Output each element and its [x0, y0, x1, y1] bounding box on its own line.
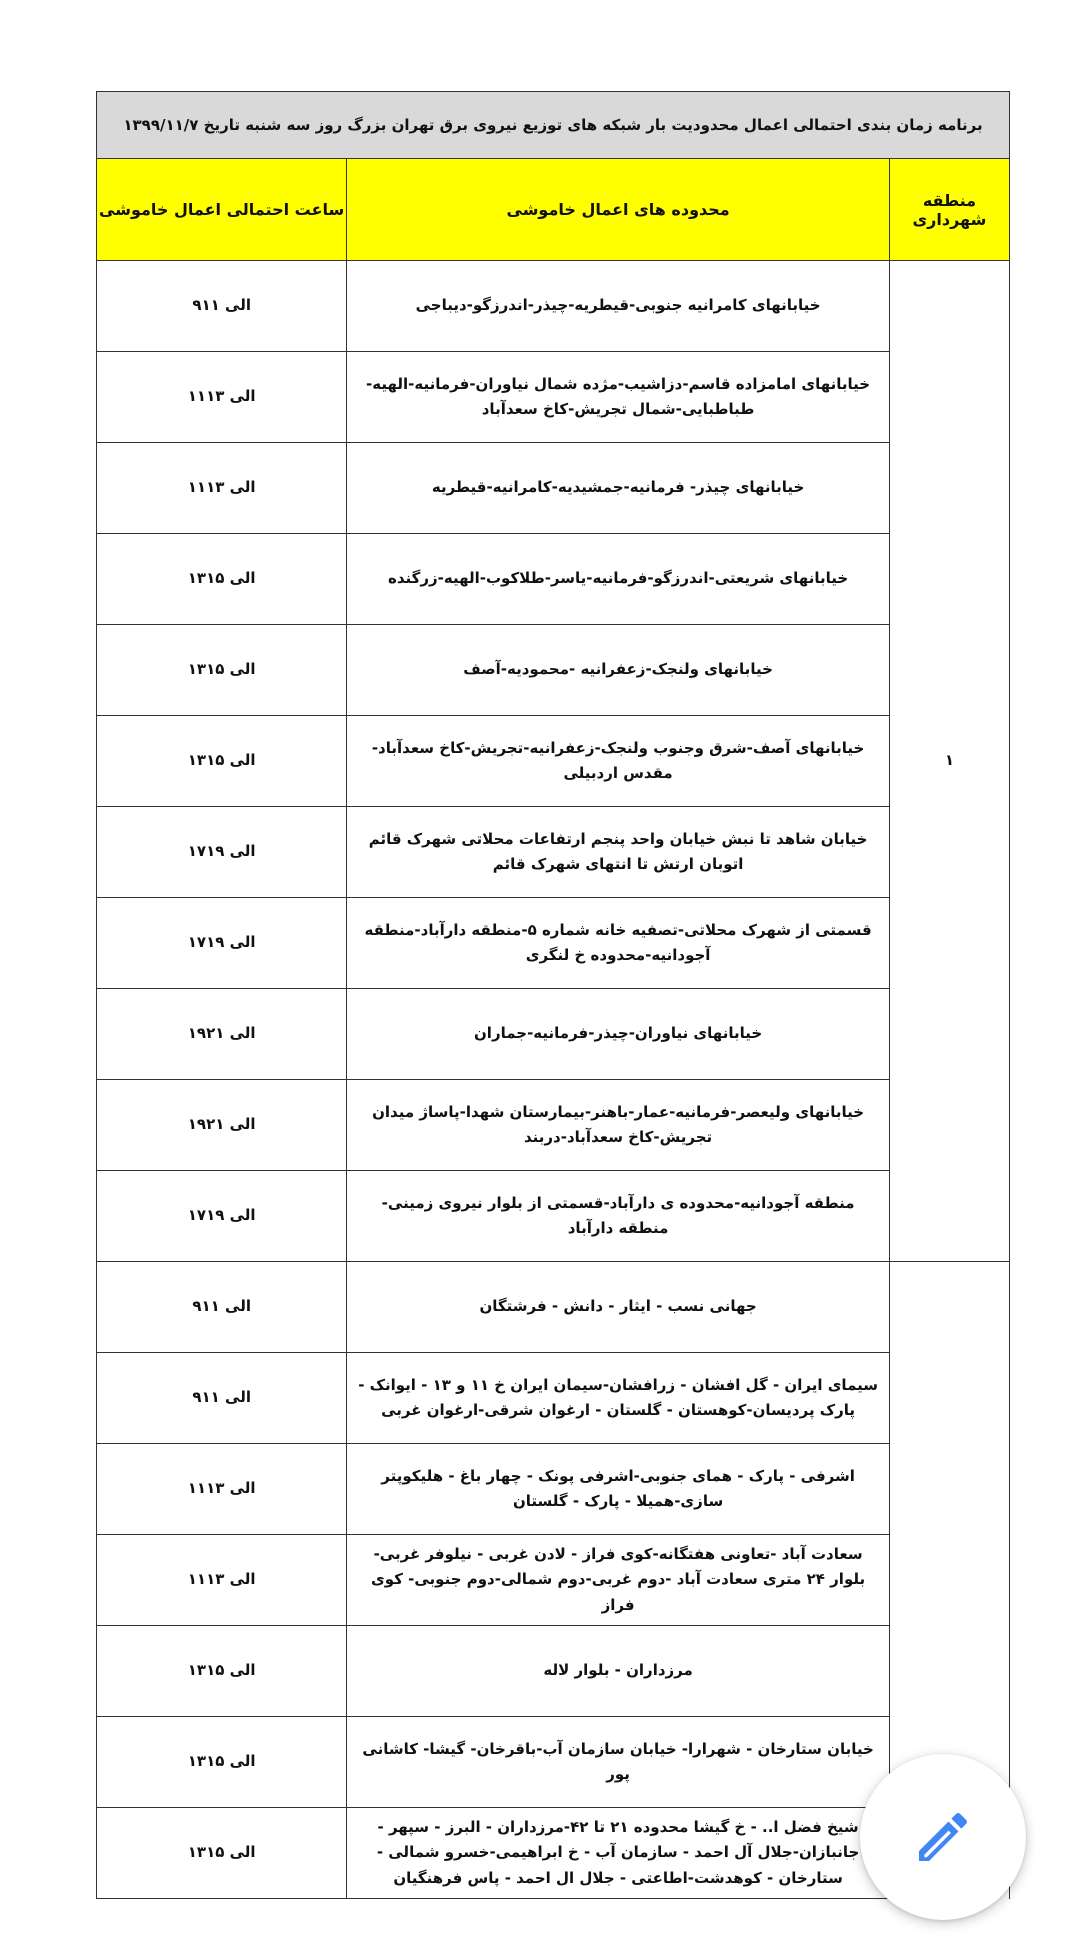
- area-cell: جهانی نسب - ایثار - دانش - فرشتگان: [347, 1262, 890, 1353]
- table-row: [97, 261, 1010, 352]
- time-cell: ۱۹الی ۲۱: [97, 1080, 347, 1171]
- area-cell: سعادت آباد -تعاونی هفتگانه-کوی فراز - لادن غربی - نیلوفر غربی-بلوار ۲۴ متری سعادت آباد -دوم غربی-دوم شمالی-دوم جنوبی- کوی فراز: [347, 1535, 890, 1626]
- time-cell: ۹الی ۱۱: [97, 1262, 347, 1353]
- time-cell: ۱۳الی ۱۵: [97, 1626, 347, 1717]
- area-cell: خیابان ستارخان - شهرارا- خیابان سازمان آب-باقرخان- گیشا- کاشانی پور: [347, 1717, 890, 1808]
- time-cell: ۱۳الی ۱۵: [97, 716, 347, 807]
- time-cell: ۱۷الی ۱۹: [97, 807, 347, 898]
- table-row: [97, 898, 1010, 989]
- time-cell: ۱۱الی ۱۳: [97, 352, 347, 443]
- time-cell: ۱۱الی ۱۳: [97, 1535, 347, 1626]
- area-cell: خیابان شاهد تا نبش خیابان واحد پنجم ارتفاعات محلاتی شهرک قائم اتوبان ارتش تا انتهای شهرک قائم: [347, 807, 890, 898]
- area-cell: خیابانهای ولنجک-زعفرانیه -محمودیه-آصف: [347, 625, 890, 716]
- header-zone: منطقه شهرداری: [889, 159, 1009, 261]
- time-cell: ۱۳الی ۱۵: [97, 1808, 347, 1899]
- area-cell: اشرفی - پارک - همای جنوبی-اشرفی پونک - چهار باغ - هلیکوپتر سازی-همیلا - پارک - گلستان: [347, 1444, 890, 1535]
- table-row: [97, 625, 1010, 716]
- table-row: [97, 716, 1010, 807]
- area-cell: خیابانهای امامزاده قاسم-دزاشیب-مژده شمال نیاوران-فرمانیه-الهیه-طباطبایی-شمال تجریش-کاخ سعدآباد: [347, 352, 890, 443]
- header-time: ساعت احتمالی اعمال خاموشی: [97, 159, 347, 261]
- area-cell: قسمتی از شهرک محلاتی-تصفیه خانه شماره ۵-منطقه دارآباد-منطقه آجودانیه-محدوده خ لنگری: [347, 898, 890, 989]
- table-row: [97, 1444, 1010, 1535]
- time-cell: ۹الی ۱۱: [97, 1353, 347, 1444]
- area-cell: خیابانهای کامرانیه جنوبی-قیطریه-چیذر-اندرزگو-دیباجی: [347, 261, 890, 352]
- time-cell: ۱۳الی ۱۵: [97, 534, 347, 625]
- area-cell: مرزداران - بلوار لاله: [347, 1626, 890, 1717]
- table-row: [97, 1171, 1010, 1262]
- table-row: [97, 989, 1010, 1080]
- table-title: برنامه زمان بندی احتمالی اعمال محدودیت بار شبکه های توزیع نیروی برق تهران بزرگ روز سه شنبه تاریخ ۱۳۹۹/۱۱/۷: [97, 92, 1010, 159]
- table-row: [97, 1353, 1010, 1444]
- area-cell: شیخ فضل ا.. - خ گیشا محدوده ۲۱ تا ۴۲-مرزداران - البرز - سپهر - جانبازان-جلال آل احمد - سازمان آب - خ ابراهیمی-خسرو شمالی - ستارخان - کوهدشت-اطاعتی - جلال ال احمد - پاس فرهنگیان: [347, 1808, 890, 1899]
- area-cell: خیابانهای ولیعصر-فرمانیه-عمار-باهنر-بیمارستان شهدا-پاساژ میدان تجریش-کاخ سعدآباد-دربند: [347, 1080, 890, 1171]
- outage-schedule-table: [96, 91, 1010, 1899]
- schedule-document: [96, 91, 1010, 1899]
- time-cell: ۱۹الی ۲۱: [97, 989, 347, 1080]
- time-cell: ۱۳الی ۱۵: [97, 1717, 347, 1808]
- table-row: [97, 443, 1010, 534]
- time-cell: ۹الی ۱۱: [97, 261, 347, 352]
- table-row: [97, 1626, 1010, 1717]
- area-cell: خیابانهای نیاوران-چیذر-فرمانیه-جماران: [347, 989, 890, 1080]
- table-row: [97, 352, 1010, 443]
- table-row: [97, 1535, 1010, 1626]
- time-cell: ۱۱الی ۱۳: [97, 1444, 347, 1535]
- title-row: [97, 92, 1010, 159]
- table-row: [97, 807, 1010, 898]
- time-cell: ۱۱الی ۱۳: [97, 443, 347, 534]
- table-row: [97, 1080, 1010, 1171]
- pencil-edit-icon: [911, 1805, 975, 1869]
- area-cell: خیابانهای آصف-شرق وجنوب ولنجک-زعفرانیه-تجریش-کاخ سعدآباد-مقدس اردبیلی: [347, 716, 890, 807]
- edit-fab-button[interactable]: [860, 1754, 1026, 1920]
- table-row: [97, 1262, 1010, 1353]
- header-areas: محدوده های اعمال خاموشی: [347, 159, 890, 261]
- time-cell: ۱۳الی ۱۵: [97, 625, 347, 716]
- area-cell: خیابانهای شریعتی-اندرزگو-فرمانیه-یاسر-طلاکوب-الهیه-زرگنده: [347, 534, 890, 625]
- table-row: [97, 534, 1010, 625]
- time-cell: ۱۷الی ۱۹: [97, 898, 347, 989]
- area-cell: سیمای ایران - گل افشان - زرافشان-سیمان ایران خ ۱۱ و ۱۳ - ایوانک - پارک پردیسان-کوهستان - گلستان - ارغوان شرقی-ارغوان غربی: [347, 1353, 890, 1444]
- area-cell: منطقه آجودانیه-محدوده ی دارآباد-قسمتی از بلوار نیروی زمینی-منطقه دارآباد: [347, 1171, 890, 1262]
- zone-cell: ۱: [889, 261, 1009, 1262]
- time-cell: ۱۷الی ۱۹: [97, 1171, 347, 1262]
- header-row: [97, 159, 1010, 261]
- area-cell: خیابانهای چیذر- فرمانیه-جمشیدیه-کامرانیه-قیطریه: [347, 443, 890, 534]
